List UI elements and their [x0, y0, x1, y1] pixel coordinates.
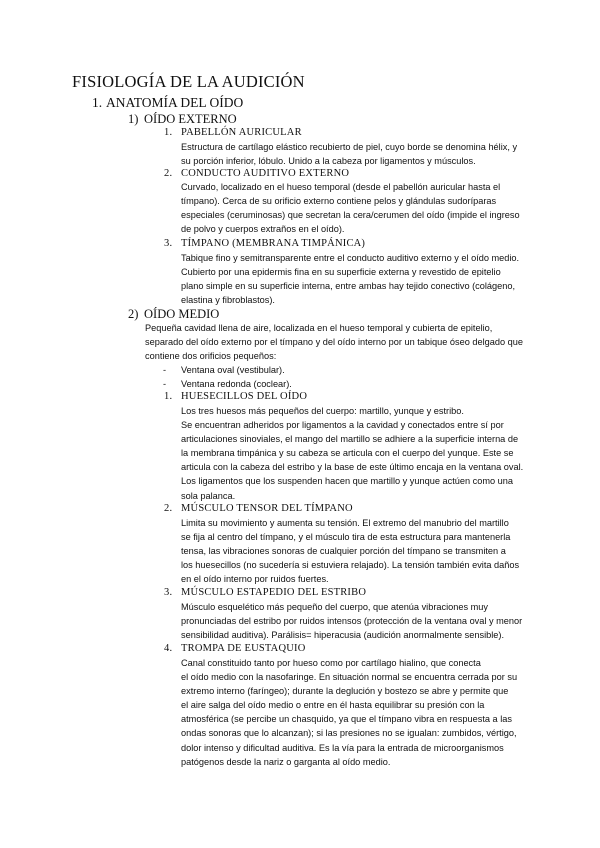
item-title: TROMPA DE EUSTAQUIO — [181, 643, 306, 654]
paragraph-huesecillos — [181, 404, 523, 503]
paragraph-pabellon — [181, 140, 517, 168]
text-line: patógenos desde la nariz o garganta al oído medio. — [181, 756, 391, 767]
bullet-text: Ventana oval (vestibular). — [181, 365, 285, 375]
item-number: 2. — [164, 503, 173, 514]
section-title: ANATOMÍA DEL OÍDO — [106, 95, 244, 110]
text-line: se fija al centro del tímpano, y el músculo tira de esta estructura para mantenerla — [181, 532, 511, 543]
item-title: CONDUCTO AUDITIVO EXTERNO — [181, 168, 350, 179]
item-number: 4. — [164, 643, 173, 654]
text-line: Músculo esquelético más pequeño del cuerpo, que atenúa vibraciones muy — [181, 602, 488, 612]
text-line: el aire salga del oído medio o entre en él hasta equilibrar su presión con la — [181, 700, 485, 711]
text-line: elastina y fibroblastos). — [181, 295, 275, 306]
paragraph-oido-medio-intro — [145, 321, 523, 363]
text-line: plano simple en su superficie interna, entre ambas hay tejido conectivo (colágeno, — [181, 281, 516, 292]
item-number: 1. — [164, 127, 173, 138]
text-line: tímpano). Cerca de su orificio externo contiene pelos y glándulas sudoríparas — [181, 196, 497, 207]
text-line: Los tres huesos más pequeños del cuerpo: martillo, yunque y estribo. — [181, 406, 464, 416]
bullet-text: Ventana redonda (coclear). — [181, 379, 292, 389]
text-line: su porción inferior, lóbulo. Unido a la cabeza por ligamentos y músculos. — [181, 156, 476, 167]
subsection-number: 2) — [128, 307, 139, 321]
text-line: Los ligamentos que los suspenden hacen que martillo y yunque actúen como una — [181, 476, 513, 487]
text-line: Canal constituido tanto por hueso como por cartílago hialino, que conecta — [181, 658, 481, 668]
text-line: Cubierto por una epidermis fina en su superficie externa y revestido de epitelio — [181, 267, 501, 278]
item-title: TÍMPANO (MEMBRANA TIMPÁNICA) — [181, 238, 366, 249]
bullet-marker: - — [163, 379, 167, 389]
bullet-item — [163, 377, 292, 391]
subsection-number: 1) — [128, 112, 139, 126]
text-line: Pequeña cavidad llena de aire, localizada en el hueso temporal y cubierta de epitelio, — [145, 323, 493, 333]
paragraph-tensor-timpano — [181, 516, 519, 586]
text-line: el oído medio con la nasofaringe. En situación normal se encuentra cerrada por su — [181, 672, 518, 683]
text-line: Curvado, localizado en el hueso temporal (desde el pabellón auricular hasta el — [181, 182, 501, 192]
text-line: Tabique fino y semitransparente entre el conducto auditivo externo y el oído medio. — [181, 253, 520, 263]
text-line: Estructura de cartílago elástico recubierto de piel, cuyo borde se denomina hélix, y — [181, 142, 518, 152]
text-line: en el oído interno por ruidos fuertes. — [181, 574, 329, 585]
item-title: HUESECILLOS DEL OÍDO — [181, 391, 308, 402]
text-line: Se encuentran adheridos por ligamentos a la cavidad y conectados entre sí por — [181, 420, 504, 431]
item-number: 3. — [164, 238, 173, 249]
text-line: sensibilidad auditiva). Parálisis= hiperacusia (audición anormalmente sensible). — [181, 630, 505, 641]
subsection-title: OÍDO EXTERNO — [144, 112, 237, 126]
section-number: 1. — [92, 95, 103, 110]
bullet-item — [163, 363, 285, 377]
item-number: 2. — [164, 168, 173, 179]
text-line: los huesecillos (no sucedería si estuviera relajado). La tensión también evita daños — [181, 560, 520, 571]
text-line: de polvo y cuerpos extraños en el oído). — [181, 224, 345, 235]
item-number: 3. — [164, 587, 173, 598]
text-line: dolor intenso y dificultad auditiva. Es la vía para la entrada de microorganismos — [181, 742, 504, 753]
text-line: articula con la cabeza del estribo y la base de este último encaja en la ventana oval. — [181, 462, 524, 473]
paragraph-estapedio — [181, 600, 522, 642]
text-line: pronunciadas del estribo por ruidos intensos (protección de la ventana oval y menor — [181, 616, 523, 627]
text-line: especiales (ceruminosas) que secretan la cera/cerumen del oído (impide el ingreso — [181, 210, 520, 221]
subsection-title: OÍDO MEDIO — [144, 307, 220, 321]
text-line: tensa, las vibraciones sonoras de cualquier porción del tímpano se transmiten a — [181, 546, 506, 557]
item-title: MÚSCULO TENSOR DEL TÍMPANO — [181, 503, 353, 514]
text-line: articulaciones sinoviales, el mango del martillo se adhiere a la superficie interna de — [181, 434, 519, 445]
item-number: 1. — [164, 391, 173, 402]
text-line: contiene dos orificios pequeños: — [145, 351, 277, 362]
text-line: la membrana timpánica y su cabeza se articula con el cuerpo del yunque. Este se — [181, 448, 514, 459]
text-line: sola palanca. — [181, 490, 236, 501]
text-line: ondas sonoras que lo alcanzan); si las presiones no se igualan: zumbidos, vértigo, — [181, 728, 517, 739]
text-line: extremo interno (faríngeo); durante la deglución y bostezo se abre y permite que — [181, 686, 509, 697]
item-title: MÚSCULO ESTAPEDIO DEL ESTRIBO — [181, 587, 367, 598]
text-line: atmosférica (se percibe un chasquido, ya que el tímpano vibra en respuesta a las — [181, 714, 512, 725]
text-line: separado del oído externo por el tímpano y del oído interno por un tabique óseo delgado que — [145, 337, 523, 348]
text-line: Limita su movimiento y aumenta su tensión. El extremo del manubrio del martillo — [181, 518, 509, 528]
item-title: PABELLÓN AURICULAR — [181, 127, 302, 138]
paragraph-conducto — [181, 180, 520, 236]
document-title: FISIOLOGÍA DE LA AUDICIÓN — [72, 72, 305, 91]
bullet-marker: - — [163, 365, 167, 375]
paragraph-trompa-eustaquio — [181, 656, 517, 769]
paragraph-timpano — [181, 251, 519, 307]
